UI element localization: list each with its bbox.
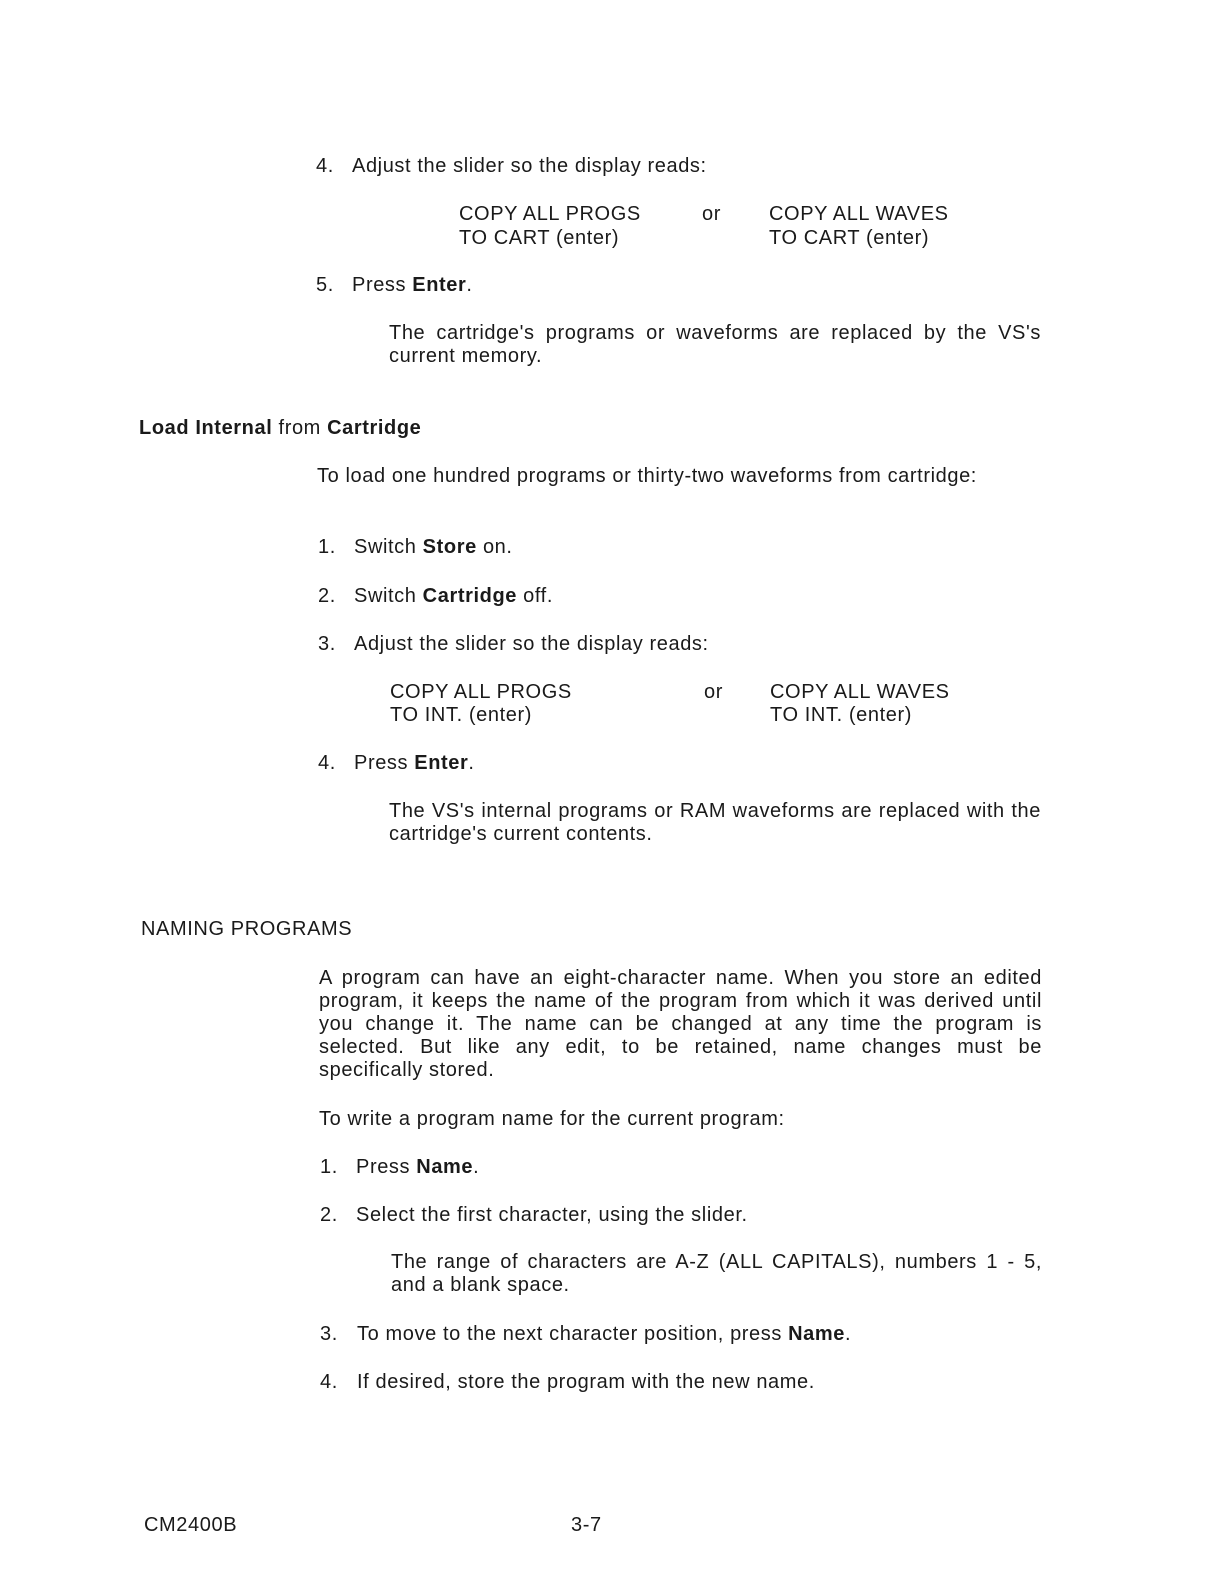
footer-doc-code: CM2400B	[144, 1514, 238, 1536]
note-cartridge-replaced: The cartridge's programs or waveforms are replaced by the VS's current memory.	[389, 322, 1041, 367]
step-text: Select the first character, using the slider.	[356, 1204, 748, 1226]
naming-intro: To write a program name for the current program:	[319, 1108, 785, 1130]
display-right-line-2: TO CART (enter)	[769, 227, 930, 249]
display-left-line-2: TO INT. (enter)	[390, 704, 532, 726]
note-character-range: The range of characters are A-Z (ALL CAPITALS), numbers 1 - 5, and a blank space.	[391, 1251, 1042, 1296]
display-right-line-1: COPY ALL WAVES	[770, 681, 950, 703]
step-number: 1.	[320, 1156, 338, 1178]
step-text: Adjust the slider so the display reads:	[354, 633, 709, 655]
step-text: If desired, store the program with the new name.	[357, 1371, 815, 1393]
step-number: 1.	[318, 536, 336, 558]
step-number: 2.	[318, 585, 336, 607]
display-left-line-1: COPY ALL PROGS	[459, 203, 641, 225]
step-text: Press Name.	[356, 1156, 480, 1178]
step-number: 3.	[318, 633, 336, 655]
step-number: 3.	[320, 1323, 338, 1345]
step-number: 5.	[316, 274, 334, 296]
section-heading-naming-programs: NAMING PROGRAMS	[141, 918, 353, 940]
step-number: 2.	[320, 1204, 338, 1226]
step-text: To move to the next character position, press Name.	[357, 1323, 852, 1345]
note-internal-replaced: The VS's internal programs or RAM waveforms are replaced with the cartridge's current contents.	[389, 800, 1041, 845]
load-internal-intro: To load one hundred programs or thirty-two waveforms from cartridge:	[317, 465, 977, 487]
display-right-line-2: TO INT. (enter)	[770, 704, 912, 726]
step-text: Switch Store on.	[354, 536, 513, 558]
display-or: or	[702, 203, 721, 225]
naming-paragraph: A program can have an eight-character name. When you store an edited program, it keeps the name of the program from which it was derived until you change it. The name can be changed at any time the program is selected. But like any edit, to be retained, name changes must be specifically stored.	[319, 967, 1042, 1081]
step-text: Press Enter.	[352, 274, 473, 296]
display-left-line-2: TO CART (enter)	[459, 227, 620, 249]
display-left-line-1: COPY ALL PROGS	[390, 681, 572, 703]
display-right-line-1: COPY ALL WAVES	[769, 203, 949, 225]
step-text: Adjust the slider so the display reads:	[352, 155, 707, 177]
display-or: or	[704, 681, 723, 703]
step-number: 4.	[318, 752, 336, 774]
footer-page-number: 3-7	[571, 1514, 602, 1536]
section-heading-load-internal: Load Internal from Cartridge	[139, 417, 422, 439]
step-number: 4.	[316, 155, 334, 177]
step-text: Switch Cartridge off.	[354, 585, 553, 607]
step-number: 4.	[320, 1371, 338, 1393]
step-text: Press Enter.	[354, 752, 475, 774]
